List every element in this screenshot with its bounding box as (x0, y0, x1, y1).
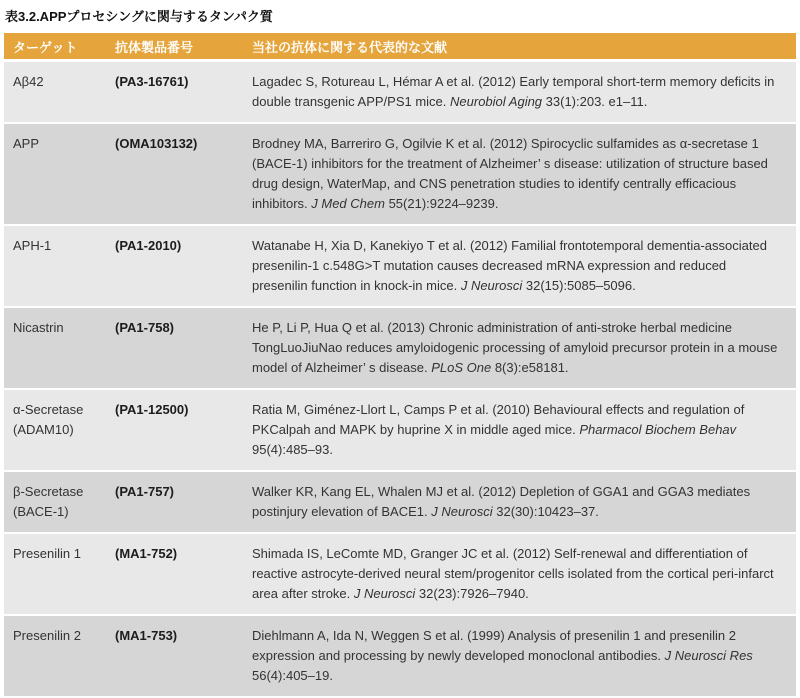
reference-volume-pages: 32(15):5085–5096. (522, 278, 636, 293)
reference-cell (243, 226, 796, 308)
table-row (4, 534, 796, 616)
target-cell: Nicastrin (4, 308, 106, 390)
reference-volume-pages: 33(1):203. e1–11. (542, 94, 648, 109)
product-number-cell: (PA1-12500) (106, 390, 243, 472)
reference-cell (243, 124, 796, 226)
reference-citation-text: Diehlmann A, Ida N, Weggen S et al. (1999) Analysis of presenilin 1 and presenilin 2 expression and processing by newly developed monoclonal antibodies. (252, 628, 736, 663)
table-header-row (4, 33, 796, 62)
journal-name: Neurobiol Aging (450, 94, 543, 109)
column-header-reference: 当社の抗体に関する代表的な文献 (243, 33, 796, 62)
reference-volume-pages: 56(4):405–19. (252, 668, 333, 683)
reference-citation-text: He P, Li P, Hua Q et al. (2013) Chronic administration of anti-stroke herbal medicine TongLuoJiuNao reduces amyloidogenic processing of amyloid precursor protein in a mouse model of Alzheimer’ s disease. (252, 320, 778, 375)
reference-volume-pages: 32(23):7926–7940. (415, 586, 529, 601)
antibody-reference-table (4, 33, 796, 698)
table-row (4, 390, 796, 472)
target-cell: Presenilin 1 (4, 534, 106, 616)
target-cell: APH-1 (4, 226, 106, 308)
table-row (4, 226, 796, 308)
reference-volume-pages: 8(3):e58181. (491, 360, 569, 375)
product-number-cell: (MA1-753) (106, 616, 243, 698)
column-header-product-number: 抗体製品番号 (106, 33, 243, 62)
table-row (4, 308, 796, 390)
reference-volume-pages: 55(21):9224–9239. (384, 196, 499, 211)
table-row (4, 472, 796, 534)
reference-citation-text: Ratia M, Giménez-Llort L, Camps P et al. (2010) Behavioural effects and regulation of PKCalpah and MAPK by huprine X in middle aged mice. (252, 402, 745, 437)
table-row (4, 124, 796, 226)
table-row (4, 616, 796, 698)
target-cell: Presenilin 2 (4, 616, 106, 698)
product-number-cell: (PA3-16761) (106, 62, 243, 124)
product-number-cell: (MA1-752) (106, 534, 243, 616)
product-number-cell: (PA1-758) (106, 308, 243, 390)
column-header-target: ターゲット (4, 33, 106, 62)
product-number-cell: (OMA103132) (106, 124, 243, 226)
journal-name: PLoS One (431, 360, 492, 375)
reference-cell (243, 390, 796, 472)
reference-citation-text: Watanabe H, Xia D, Kanekiyo T et al. (2012) Familial frontotemporal dementia-associated presenilin-1 c.548G>T mutation causes decreased mRNA expression and reduced presenilin function in knock-in mice. (252, 238, 767, 293)
journal-name: Pharmacol Biochem Behav (579, 422, 737, 437)
reference-cell (243, 472, 796, 534)
table-title: 表3.2.APPプロセシングに関与するタンパク質 (5, 9, 273, 24)
journal-name: J Neurosci (353, 586, 416, 601)
reference-cell (243, 62, 796, 124)
target-cell: α-Secretase (ADAM10) (4, 390, 106, 472)
reference-citation-text: Shimada IS, LeComte MD, Granger JC et al. (2012) Self-renewal and differentiation of reactive astrocyte-derived neural stem/progenitor cells isolated from the cortical peri-infarct area after stroke. (252, 546, 774, 601)
journal-name: J Neurosci (431, 504, 493, 519)
target-cell: Aβ42 (4, 62, 106, 124)
reference-cell (243, 616, 796, 698)
product-number-cell: (PA1-2010) (106, 226, 243, 308)
journal-name: J Med Chem (311, 196, 385, 211)
target-cell: APP (4, 124, 106, 226)
journal-name: J Neurosci (460, 278, 523, 293)
reference-cell (243, 308, 796, 390)
reference-citation-text: Walker KR, Kang EL, Whalen MJ et al. (2012) Depletion of GGA1 and GGA3 mediates postinjury elevation of BACE1. (252, 484, 751, 519)
table-row (4, 62, 796, 124)
target-cell: β-Secretase (BACE-1) (4, 472, 106, 534)
journal-name: J Neurosci Res (664, 648, 753, 663)
reference-citation-text: Lagadec S, Rotureau L, Hémar A et al. (2012) Early temporal short-term memory deficits in double transgenic APP/PS1 mice. (252, 74, 775, 109)
reference-citation-text: Brodney MA, Barreriro G, Ogilvie K et al. (2012) Spirocyclic sulfamides as α-secretase 1 (BACE-1) inhibitors for the treatment of Alzheimer’ s disease: utilization of structure based drug design, WaterMap, and CNS penetration studies to identify centrally efficacious inhibitors. (252, 136, 768, 211)
product-number-cell: (PA1-757) (106, 472, 243, 534)
reference-volume-pages: 95(4):485–93. (252, 442, 333, 457)
reference-cell (243, 534, 796, 616)
reference-volume-pages: 32(30):10423–37. (492, 504, 599, 519)
